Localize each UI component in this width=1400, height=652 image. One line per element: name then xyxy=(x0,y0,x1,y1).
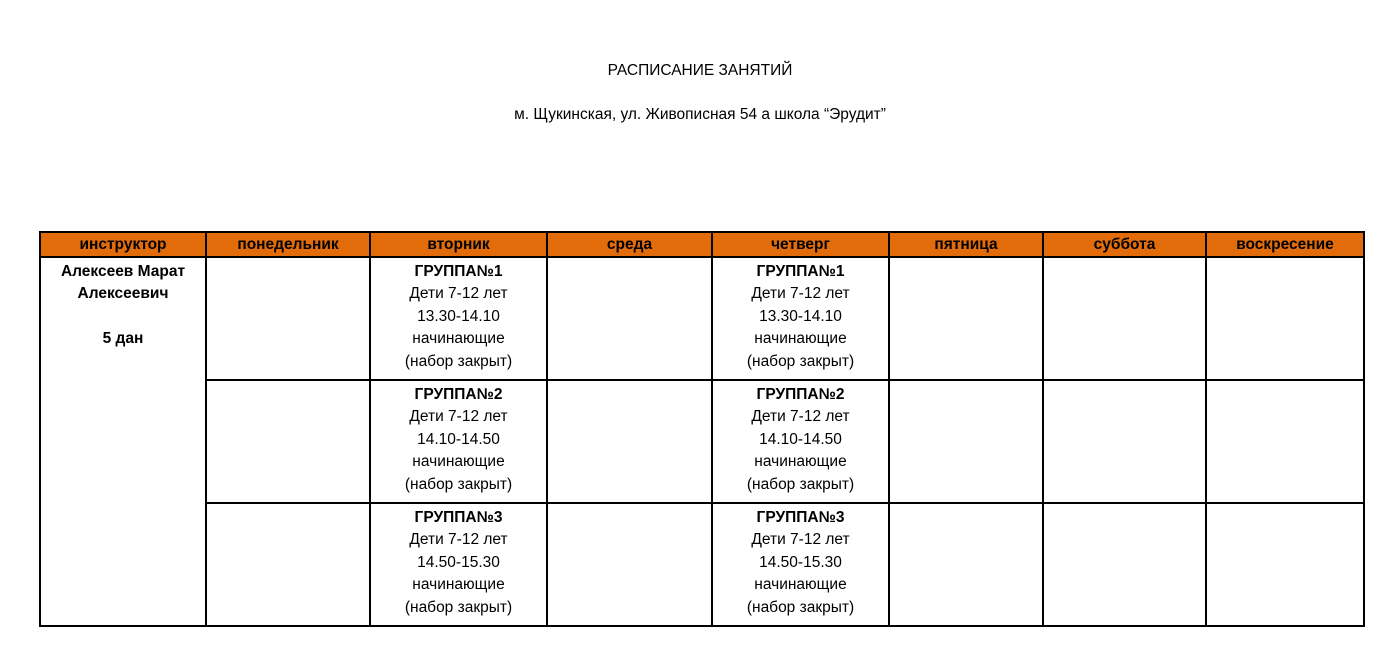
group-time: 14.50-15.30 xyxy=(759,553,842,571)
instructor-cell xyxy=(40,257,206,626)
group-level: начинающие xyxy=(754,576,847,594)
group-age: Дети 7-12 лет xyxy=(751,285,850,303)
monday-cell xyxy=(206,257,370,380)
sunday-cell xyxy=(1206,503,1364,626)
wednesday-cell xyxy=(547,503,712,626)
saturday-cell xyxy=(1043,257,1206,380)
header-thursday: четверг xyxy=(712,232,889,257)
header-sunday: воскресение xyxy=(1206,232,1364,257)
header-monday: понедельник xyxy=(206,232,370,257)
group-name: ГРУППА№3 xyxy=(414,509,503,526)
table-row xyxy=(40,503,1364,626)
group-time: 14.50-15.30 xyxy=(417,553,500,571)
group-level: начинающие xyxy=(412,330,505,348)
group-name: ГРУППА№2 xyxy=(756,386,845,403)
group-status: (набор закрыт) xyxy=(746,598,855,616)
schedule-table xyxy=(39,231,1365,627)
friday-cell xyxy=(889,380,1043,503)
group-name: ГРУППА№1 xyxy=(756,263,845,280)
table-row xyxy=(40,380,1364,503)
group-name: ГРУППА№2 xyxy=(414,386,503,403)
thursday-cell xyxy=(712,380,889,503)
group-status: (набор закрыт) xyxy=(746,475,855,493)
header-friday: пятница xyxy=(889,232,1043,257)
group-status: (набор закрыт) xyxy=(746,352,855,370)
group-age: Дети 7-12 лет xyxy=(751,531,850,549)
header-tuesday: вторник xyxy=(370,232,547,257)
group-age: Дети 7-12 лет xyxy=(409,285,508,303)
group-level: начинающие xyxy=(754,330,847,348)
page-subtitle: м. Щукинская, ул. Живописная 54 а школа “Эрудит” xyxy=(514,106,886,123)
header-row xyxy=(40,232,1364,257)
group-level: начинающие xyxy=(412,453,505,471)
header-instructor: инструктор xyxy=(40,232,206,257)
friday-cell xyxy=(889,503,1043,626)
tuesday-cell xyxy=(370,257,547,380)
group-time: 14.10-14.50 xyxy=(417,430,500,448)
saturday-cell xyxy=(1043,380,1206,503)
instructor-name-line1: Алексеев Марат xyxy=(60,263,186,280)
group-level: начинающие xyxy=(412,576,505,594)
group-level: начинающие xyxy=(754,453,847,471)
sunday-cell xyxy=(1206,380,1364,503)
group-status: (набор закрыт) xyxy=(404,352,513,370)
group-time: 13.30-14.10 xyxy=(759,307,842,325)
group-age: Дети 7-12 лет xyxy=(409,408,508,426)
tuesday-cell xyxy=(370,503,547,626)
group-age: Дети 7-12 лет xyxy=(409,531,508,549)
header-saturday: суббота xyxy=(1043,232,1206,257)
group-status: (набор закрыт) xyxy=(404,475,513,493)
wednesday-cell xyxy=(547,257,712,380)
group-name: ГРУППА№1 xyxy=(414,263,503,280)
header-wednesday: среда xyxy=(547,232,712,257)
tuesday-cell xyxy=(370,380,547,503)
group-time: 13.30-14.10 xyxy=(417,307,500,325)
monday-cell xyxy=(206,380,370,503)
group-time: 14.10-14.50 xyxy=(759,430,842,448)
group-name: ГРУППА№3 xyxy=(756,509,845,526)
group-age: Дети 7-12 лет xyxy=(751,408,850,426)
group-status: (набор закрыт) xyxy=(404,598,513,616)
instructor-name-line2: Алексеевич xyxy=(77,285,169,303)
saturday-cell xyxy=(1043,503,1206,626)
sunday-cell xyxy=(1206,257,1364,380)
friday-cell xyxy=(889,257,1043,380)
instructor-rank: 5 дан xyxy=(102,329,144,347)
thursday-cell xyxy=(712,257,889,380)
monday-cell xyxy=(206,503,370,626)
page-title: РАСПИСАНИЕ ЗАНЯТИЙ xyxy=(607,62,793,79)
wednesday-cell xyxy=(547,380,712,503)
thursday-cell xyxy=(712,503,889,626)
table-row xyxy=(40,257,1364,380)
